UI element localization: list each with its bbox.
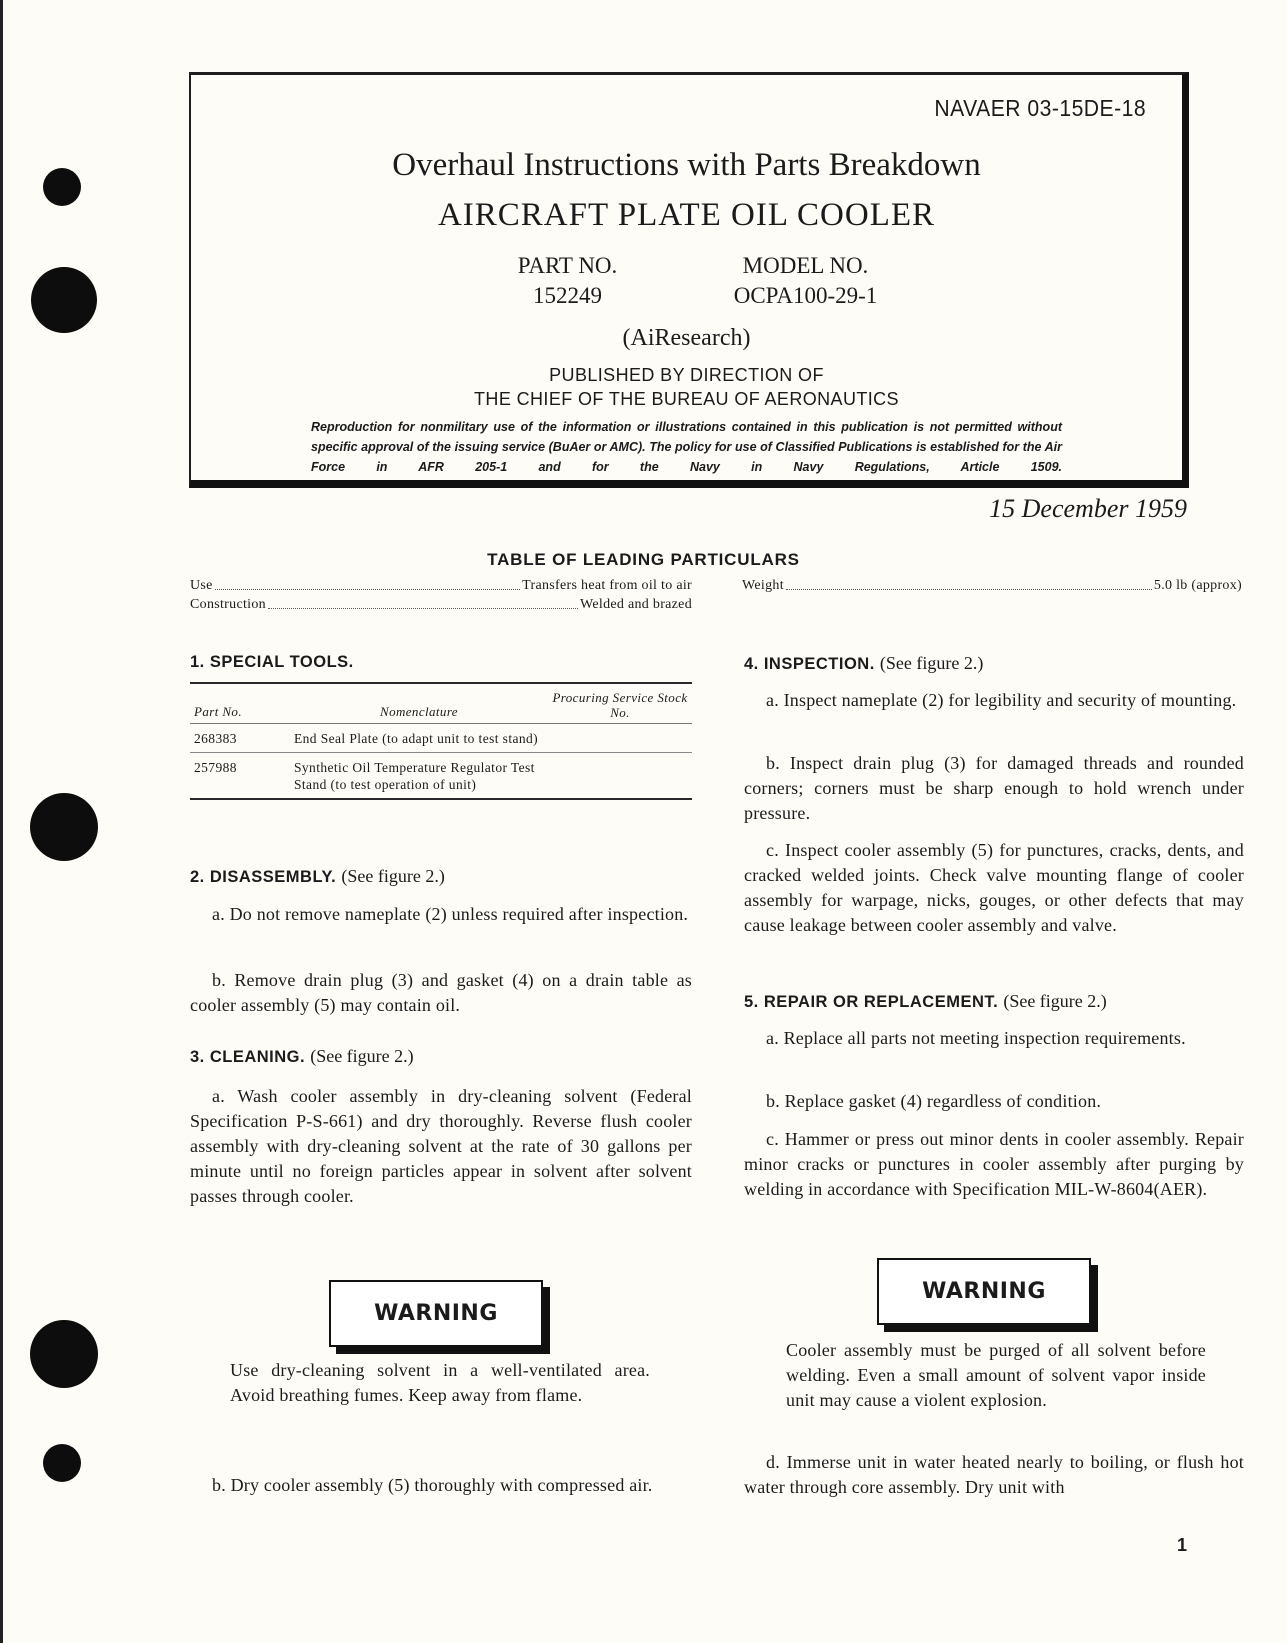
binder-hole <box>30 793 98 861</box>
warning-text: Cooler assembly must be purged of all solvent before welding. Even a small amount of solvent vapor inside unit may cause a violent explosion. <box>786 1340 1206 1410</box>
particular-row <box>190 597 692 613</box>
model-value: OCPA100-29-1 <box>733 283 878 308</box>
binder-hole <box>43 168 81 206</box>
column-header: Part No. <box>190 683 290 724</box>
publication-date: 15 December 1959 <box>989 494 1187 523</box>
published-by <box>191 363 1182 411</box>
paragraph: a. Replace all parts not meeting inspection requirements. <box>766 1028 1186 1048</box>
paragraph: b. Remove drain plug (3) and gasket (4) on a drain table as cooler assembly (5) may contain oil. <box>190 970 692 1015</box>
document-number: NAVAER 03-15DE-18 <box>934 95 1146 121</box>
special-tools-table <box>190 682 692 800</box>
particular-row <box>742 578 1242 594</box>
part-number-cell: 257988 <box>190 753 290 800</box>
heading-text: 3. CLEANING. <box>190 1048 306 1066</box>
nomenclature-cell: Synthetic Oil Temperature Regulator Test Stand (to test operation of unit) <box>290 753 548 800</box>
figure-reference: (See figure 2.) <box>310 1046 414 1066</box>
paragraph: a. Wash cooler assembly in dry-cleaning solvent (Federal Specification P-S-661) and dry thoroughly. Reverse flush cooler assembly with dry-cleaning solvent at the rate of 30 gallons per minute until no foreign particles appear in solvent after solvent passes through cooler. <box>190 1086 692 1206</box>
paragraph: c. Inspect cooler assembly (5) for punctures, cracks, dents, and cracked welded joints. Check valve mounting flange of cooler assembly for warpage, nicks, gouges, or other defects that may cause leakage between cooler assembly and valve. <box>744 840 1244 935</box>
paragraph: c. Hammer or press out minor dents in cooler assembly. Repair minor cracks or punctures in cooler assembly after purging by welding in accordance with Specification MIL-W-8604(AER). <box>744 1129 1244 1199</box>
model-label: MODEL NO. <box>742 253 869 278</box>
part-label: PART NO. <box>517 253 618 278</box>
stock-number-cell <box>548 724 692 753</box>
section-heading-repair <box>744 991 1244 1012</box>
stock-number-cell <box>548 753 692 800</box>
part-value: 152249 <box>533 283 602 308</box>
paragraph: b. Replace gasket (4) regardless of condition. <box>766 1091 1102 1111</box>
binder-hole <box>43 1444 81 1482</box>
section-heading-disassembly <box>190 866 692 887</box>
published-line-1: PUBLISHED BY DIRECTION OF <box>549 365 824 385</box>
column-header: Nomenclature <box>290 683 548 724</box>
table-row <box>190 753 692 800</box>
binder-hole <box>30 1320 98 1388</box>
particular-value: 5.0 lb (approx) <box>1153 578 1242 593</box>
manufacturer: (AiResearch) <box>622 325 751 351</box>
page-edge <box>0 0 3 1643</box>
particular-label: Construction <box>190 597 266 612</box>
title-block <box>189 72 1189 488</box>
section-heading-cleaning <box>190 1046 692 1067</box>
warning-badge: WARNING <box>877 1258 1091 1325</box>
part-number-cell: 268383 <box>190 724 290 753</box>
section-heading-inspection <box>744 653 1244 674</box>
particular-label: Weight <box>742 578 784 593</box>
binder-hole <box>31 267 97 333</box>
paragraph: b. Inspect drain plug (3) for damaged threads and rounded corners; corners must be sharp enough to hold wrench under pressure. <box>744 753 1244 823</box>
heading-text: 4. INSPECTION. <box>744 655 875 673</box>
published-line-2: THE CHIEF OF THE BUREAU OF AERONAUTICS <box>474 389 899 409</box>
heading-text: 2. DISASSEMBLY. <box>190 868 337 886</box>
warning-badge: WARNING <box>329 1280 543 1347</box>
table-row <box>190 724 692 753</box>
paragraph: a. Do not remove nameplate (2) unless required after inspection. <box>212 904 689 924</box>
warning-text: Use dry-cleaning solvent in a well-ventilated area. Avoid breathing fumes. Keep away from flame. <box>230 1360 650 1405</box>
heading-text: 5. REPAIR OR REPLACEMENT. <box>744 993 999 1011</box>
document-subject: AIRCRAFT PLATE OIL COOLER <box>437 197 936 233</box>
paragraph: d. Immerse unit in water heated nearly to boiling, or flush hot water through core assembly. Dry unit with <box>744 1452 1244 1497</box>
figure-reference: (See figure 2.) <box>341 866 445 886</box>
page-number: 1 <box>1176 1535 1187 1555</box>
paragraph: a. Inspect nameplate (2) for legibility and security of mounting. <box>766 690 1237 710</box>
particular-row <box>190 578 692 594</box>
nomenclature-cell: End Seal Plate (to adapt unit to test stand) <box>290 724 548 753</box>
particular-value: Welded and brazed <box>579 597 692 612</box>
part-model-block <box>191 251 1182 311</box>
reproduction-notice: Reproduction for nonmilitary use of the information or illustrations contained in this publication is not permitted without specific approval of the issuing service (BuAer or AMC). The policy for use of Classified Publications is established for the Air Force in AFR 205-1 and for the Navy in Navy Regulations, Article 1509. <box>311 420 1062 474</box>
figure-reference: (See figure 2.) <box>1003 991 1107 1011</box>
figure-reference: (See figure 2.) <box>879 653 984 673</box>
column-header: Procuring Service Stock No. <box>548 683 692 724</box>
leading-particulars-title: TABLE OF LEADING PARTICULARS <box>487 550 800 569</box>
particular-value: Transfers heat from oil to air <box>522 578 692 593</box>
document-title: Overhaul Instructions with Parts Breakdown <box>392 147 981 183</box>
particular-label: Use <box>190 578 213 593</box>
section-heading-special-tools: 1. SPECIAL TOOLS. <box>190 653 354 671</box>
paragraph: b. Dry cooler assembly (5) thoroughly with compressed air. <box>212 1475 653 1495</box>
